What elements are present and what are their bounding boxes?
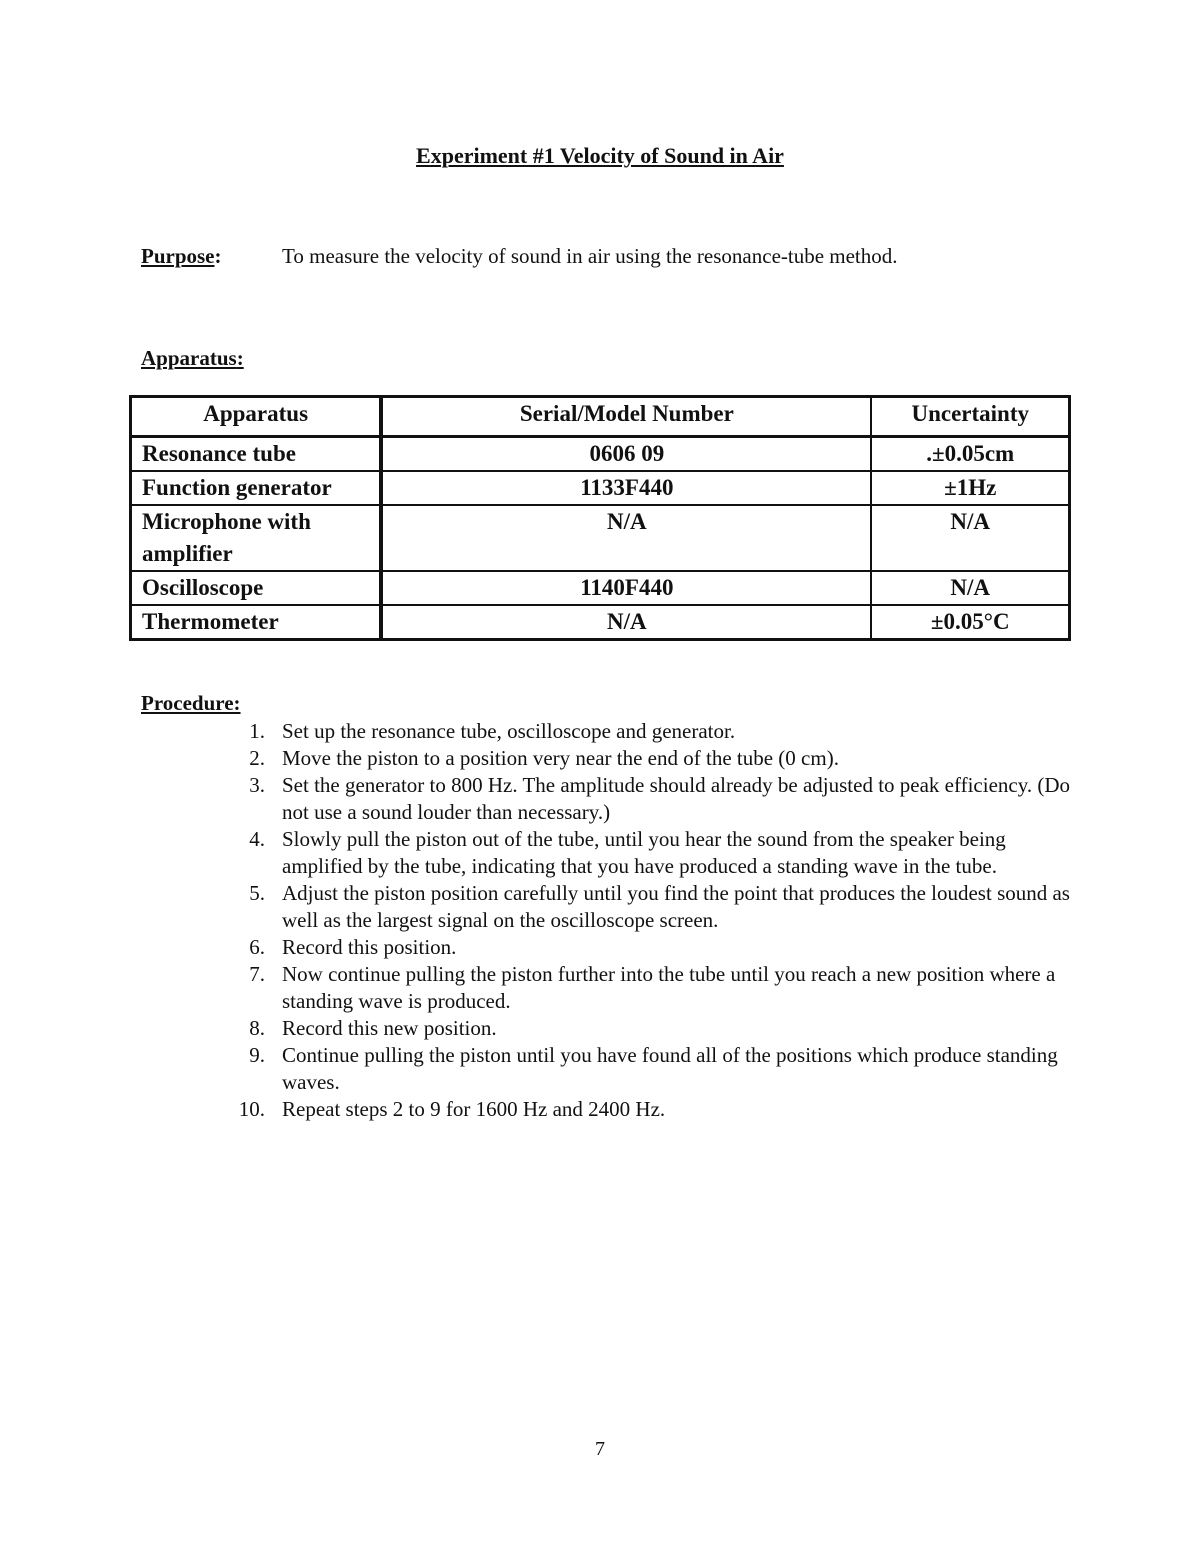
list-item <box>236 1015 1076 1042</box>
purpose-colon: : <box>214 244 222 268</box>
header-serial-model-number: Serial/Model Number <box>381 397 871 437</box>
list-item <box>236 1096 1076 1123</box>
step-number: 6. <box>249 935 265 959</box>
step-text: Set the generator to 800 Hz. The amplitude should already be adjusted to peak efficiency. (Do not use a sound louder than necessary.) <box>282 773 1071 824</box>
procedure-list <box>236 718 1076 1123</box>
page-number: 7 <box>595 1438 605 1460</box>
table-row <box>131 437 1070 472</box>
apparatus-heading-colon: : <box>236 346 244 370</box>
step-number: 7. <box>249 962 265 986</box>
list-item <box>236 1042 1076 1096</box>
uncertainty-cell: ±0.05°C <box>871 605 1069 640</box>
apparatus-table <box>129 395 1071 641</box>
table-header-row <box>131 397 1070 437</box>
step-text: Set up the resonance tube, oscilloscope and generator. <box>282 719 736 743</box>
step-text: Repeat steps 2 to 9 for 1600 Hz and 2400 Hz. <box>282 1097 666 1121</box>
uncertainty-cell: ±1Hz <box>871 471 1069 505</box>
list-item <box>236 934 1076 961</box>
apparatus-heading <box>141 346 244 371</box>
apparatus-name-cell: Function generator <box>131 471 382 505</box>
list-item <box>236 745 1076 772</box>
apparatus-name-cell: Oscilloscope <box>131 571 382 605</box>
step-text: Slowly pull the piston out of the tube, until you hear the sound from the speaker being amplified by the tube, indicating that you have produced a standing wave in the tube. <box>282 827 1006 878</box>
procedure-heading-text: Procedure <box>141 691 234 715</box>
purpose-label-text: Purpose <box>141 244 215 268</box>
apparatus-heading-text: Apparatus <box>141 346 237 370</box>
apparatus-name-cell: Resonance tube <box>131 437 382 472</box>
uncertainty-cell: N/A <box>871 505 1069 571</box>
uncertainty-cell: N/A <box>871 571 1069 605</box>
serial-number-cell: 1133F440 <box>381 471 871 505</box>
step-number: 8. <box>249 1016 265 1040</box>
table-row <box>131 471 1070 505</box>
serial-number-cell: 1140F440 <box>381 571 871 605</box>
step-number: 1. <box>249 719 265 743</box>
step-number: 3. <box>249 773 265 797</box>
step-number: 5. <box>249 881 265 905</box>
uncertainty-cell: .±0.05cm <box>871 437 1069 472</box>
purpose-label <box>141 244 222 269</box>
table-row <box>131 571 1070 605</box>
step-number: 2. <box>249 746 265 770</box>
list-item <box>236 880 1076 934</box>
step-text: Continue pulling the piston until you have found all of the positions which produce standing waves. <box>282 1043 1058 1094</box>
procedure-heading-colon: : <box>233 691 241 715</box>
step-number: 4. <box>249 827 265 851</box>
procedure-heading <box>141 691 241 716</box>
page-title: Experiment #1 Velocity of Sound in Air <box>416 143 784 168</box>
step-text: Move the piston to a position very near the end of the tube (0 cm). <box>282 746 839 770</box>
purpose-text: To measure the velocity of sound in air using the resonance-tube method. <box>282 244 898 268</box>
step-text: Record this position. <box>282 935 457 959</box>
list-item <box>236 961 1076 1015</box>
apparatus-name-cell: Thermometer <box>131 605 382 640</box>
serial-number-cell: N/A <box>381 605 871 640</box>
list-item <box>236 718 1076 745</box>
table-row <box>131 605 1070 640</box>
step-number: 9. <box>249 1043 265 1067</box>
step-number: 10. <box>238 1097 265 1121</box>
header-apparatus: Apparatus <box>131 397 382 437</box>
step-text: Adjust the piston position carefully until you find the point that produces the loudest sound as well as the largest signal on the oscilloscope screen. <box>282 881 1070 932</box>
step-text: Now continue pulling the piston further into the tube until you reach a new position where a standing wave is produced. <box>282 962 1056 1013</box>
step-text: Record this new position. <box>282 1016 497 1040</box>
header-uncertainty: Uncertainty <box>871 397 1069 437</box>
list-item <box>236 826 1076 880</box>
serial-number-cell: N/A <box>381 505 871 571</box>
apparatus-name-cell: Microphone with amplifier <box>131 505 382 571</box>
list-item <box>236 772 1076 826</box>
table-row <box>131 505 1070 571</box>
serial-number-cell: 0606 09 <box>381 437 871 472</box>
